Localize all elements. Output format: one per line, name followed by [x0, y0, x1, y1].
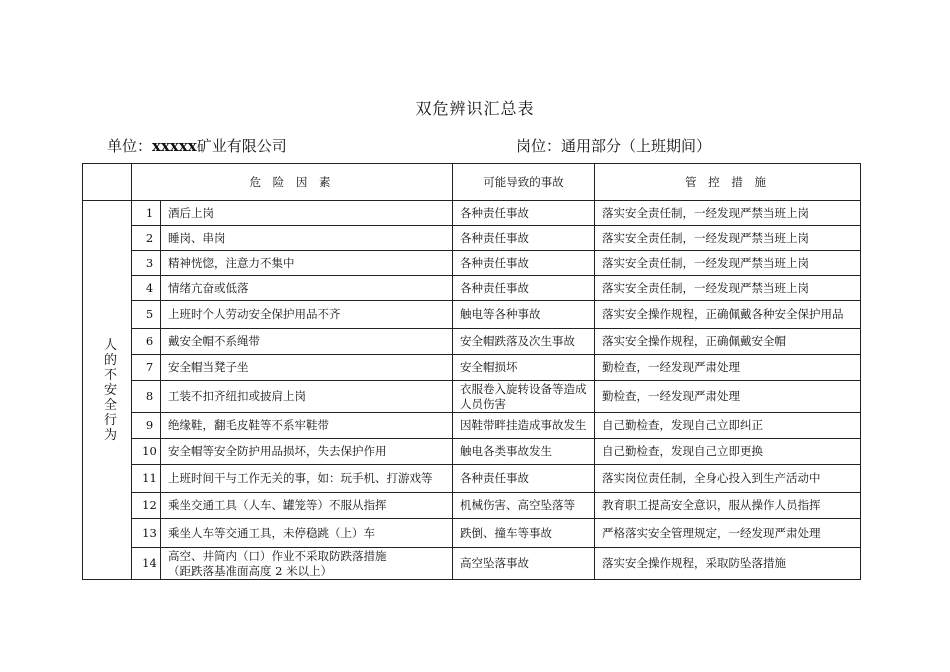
row-number: 7 [132, 355, 161, 381]
possible-accident: 各种责任事故 [453, 201, 595, 226]
row-number: 4 [132, 276, 161, 301]
row-number: 3 [132, 251, 161, 276]
hazard-factor: 戴安全帽不系绳带 [161, 329, 453, 355]
possible-accident: 机械伤害、高空坠落等 [453, 493, 595, 519]
possible-accident: 因鞋带畔挂造成事故发生 [453, 413, 595, 439]
possible-accident: 触电各类事故发生 [453, 439, 595, 465]
hazard-factor: 绝缘鞋，翻毛皮鞋等不系牢鞋带 [161, 413, 453, 439]
unit-line [107, 135, 287, 156]
header-accident: 可能导致的事故 [453, 164, 595, 201]
hazard-factor: 工装不扣齐纽扣或披肩上岗 [161, 381, 453, 413]
row-number: 11 [132, 465, 161, 493]
row-number: 6 [132, 329, 161, 355]
control-measure: 严格落实安全管理规定，一经发现严肃处理 [595, 519, 861, 548]
row-number: 2 [132, 226, 161, 251]
hazard-factor: 乘坐人车等交通工具，未停稳跳（上）车 [161, 519, 453, 548]
row-number: 12 [132, 493, 161, 519]
hazard-factor-note: （距跌落基准面高度 2 米以上） [168, 563, 333, 578]
category-char: 人 [103, 337, 117, 353]
hazard-factor-line: 高空、井筒内（口）作业不采取防跌落措施 [168, 548, 387, 563]
possible-accident: 各种责任事故 [453, 226, 595, 251]
row-number: 8 [132, 381, 161, 413]
header-row [83, 164, 861, 201]
header-factor: 危 险 因 素 [132, 164, 453, 201]
control-measure: 落实岗位责任制，全身心投入到生产活动中 [595, 465, 861, 493]
possible-accident: 安全帽跌落及次生事故 [453, 329, 595, 355]
hazard-factor [161, 548, 453, 580]
control-measure: 落实安全责任制，一经发现严禁当班上岗 [595, 226, 861, 251]
unit-name: 矿业有限公司 [196, 137, 287, 155]
control-measure: 落实安全责任制，一经发现严禁当班上岗 [595, 201, 861, 226]
table-row [83, 413, 861, 439]
possible-accident: 高空坠落事故 [453, 548, 595, 580]
hazard-factor: 安全帽当凳子坐 [161, 355, 453, 381]
unit-label: 单位： [107, 137, 153, 155]
category-char: 安 [103, 382, 117, 398]
category-label [90, 338, 131, 443]
hazard-factor: 睡岗、串岗 [161, 226, 453, 251]
control-measure: 落实安全责任制，一经发现严禁当班上岗 [595, 276, 861, 301]
row-number: 14 [132, 548, 161, 580]
header-control: 管 控 措 施 [595, 164, 861, 201]
category-cell [83, 201, 132, 580]
table-row [83, 276, 861, 301]
possible-accident: 各种责任事故 [453, 465, 595, 493]
unit-name-bold: xxxxx [152, 137, 197, 155]
post-line: 岗位：通用部分（上班期间） [516, 137, 712, 155]
table-row [83, 301, 861, 329]
control-measure: 自己勤检查，发现自己立即纠正 [595, 413, 861, 439]
table-row [83, 329, 861, 355]
category-char: 行 [103, 412, 117, 428]
category-char: 的 [103, 352, 117, 368]
hazard-factor: 安全帽等安全防护用品损坏，失去保护作用 [161, 439, 453, 465]
hazard-factor: 上班时个人劳动安全保护用品不齐 [161, 301, 453, 329]
row-number: 13 [132, 519, 161, 548]
possible-accident: 各种责任事故 [453, 251, 595, 276]
hazard-factor: 情绪亢奋或低落 [161, 276, 453, 301]
table-row [83, 493, 861, 519]
hazard-table [82, 163, 861, 580]
control-measure: 落实安全操作规程，采取防坠落措施 [595, 548, 861, 580]
control-measure: 勤检查，一经发现严肃处理 [595, 381, 861, 413]
category-char: 不 [103, 367, 117, 383]
table-row [83, 355, 861, 381]
hazard-factor: 酒后上岗 [161, 201, 453, 226]
row-number: 10 [132, 439, 161, 465]
row-number: 1 [132, 201, 161, 226]
hazard-factor: 乘坐交通工具（人车、罐笼等）不服从指挥 [161, 493, 453, 519]
table-row [83, 465, 861, 493]
table-row [83, 251, 861, 276]
table-row [83, 439, 861, 465]
table-row [83, 226, 861, 251]
header-corner-cell [83, 164, 132, 201]
table-row [83, 201, 861, 226]
control-measure: 落实安全操作规程，正确佩戴各种安全保护用品 [595, 301, 861, 329]
possible-accident: 安全帽损坏 [453, 355, 595, 381]
hazard-factor: 上班时间干与工作无关的事，如：玩手机、打游戏等 [161, 465, 453, 493]
table-row [83, 381, 861, 413]
possible-accident: 衣服卷入旋转设备等造成人员伤害 [453, 381, 595, 413]
category-char: 为 [103, 427, 117, 443]
control-measure: 落实安全操作规程，正确佩戴安全帽 [595, 329, 861, 355]
possible-accident: 各种责任事故 [453, 276, 595, 301]
table-row [83, 519, 861, 548]
row-number: 5 [132, 301, 161, 329]
table-row [83, 548, 861, 580]
control-measure: 勤检查，一经发现严肃处理 [595, 355, 861, 381]
possible-accident: 触电等各种事故 [453, 301, 595, 329]
category-char: 全 [103, 397, 117, 413]
possible-accident: 跌倒、撞车等事故 [453, 519, 595, 548]
control-measure: 自己勤检查，发现自己立即更换 [595, 439, 861, 465]
row-number: 9 [132, 413, 161, 439]
control-measure: 教育职工提高安全意识，服从操作人员指挥 [595, 493, 861, 519]
hazard-factor: 精神恍惚，注意力不集中 [161, 251, 453, 276]
control-measure: 落实安全责任制，一经发现严禁当班上岗 [595, 251, 861, 276]
page-title: 双危辨识汇总表 [415, 99, 535, 118]
